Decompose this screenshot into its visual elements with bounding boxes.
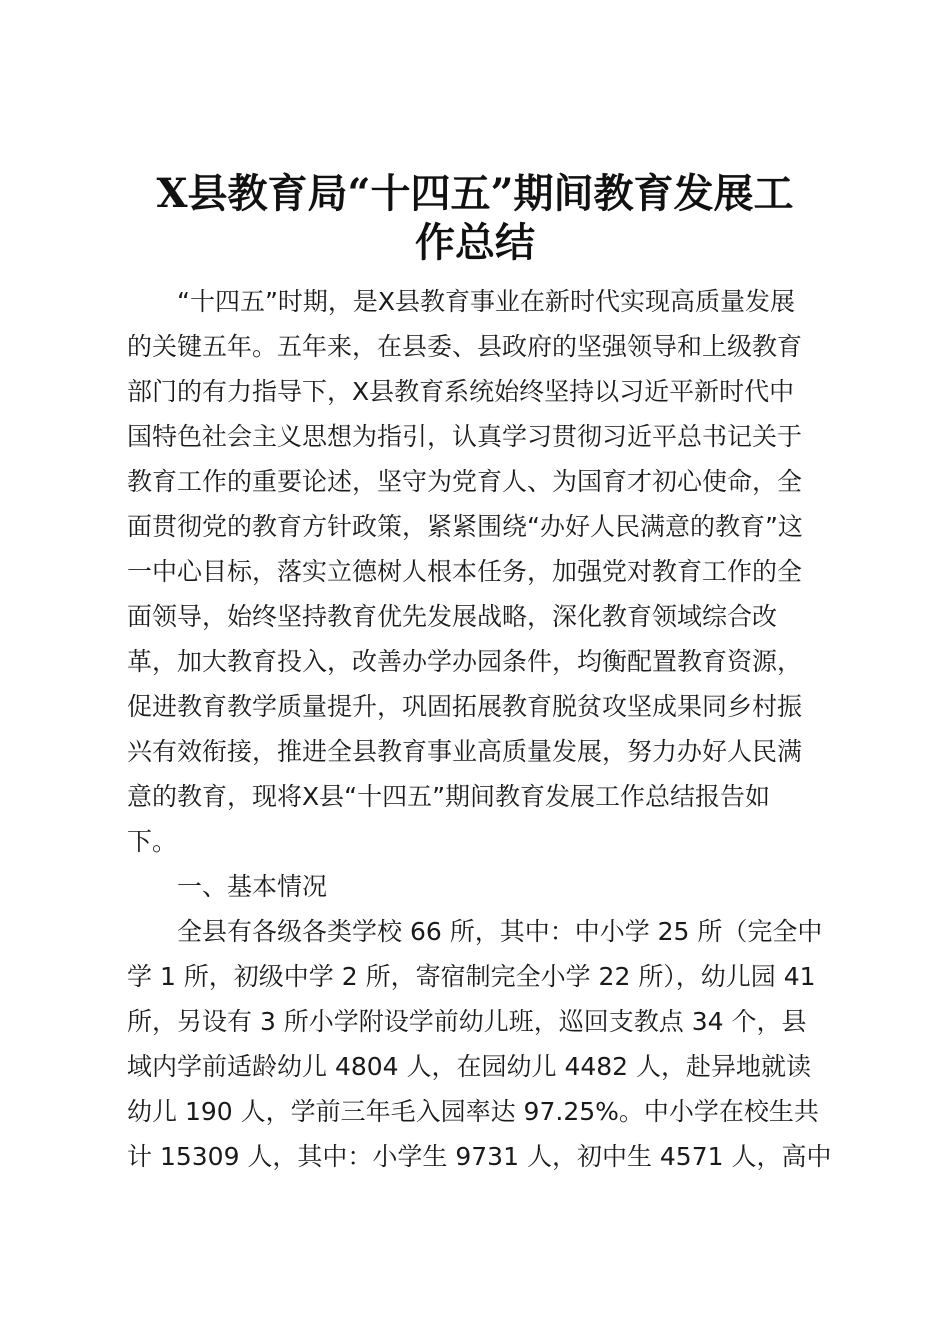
paragraph-line: 促进教育教学质量提升，巩固拓展教育脱贫攻坚成果同乡村振 bbox=[127, 692, 803, 721]
document-title-line-2: 作总结 bbox=[415, 219, 535, 266]
paragraph-line: 学 1 所，初级中学 2 所，寄宿制完全小学 22 所），幼儿园 41 bbox=[127, 962, 816, 991]
paragraph-line: 教育工作的重要论述，坚守为党育人、为国育才初心使命，全 bbox=[127, 467, 803, 496]
document-body bbox=[127, 279, 830, 1179]
paragraph-line: 全县有各级各类学校 66 所，其中：中小学 25 所（完全中 bbox=[177, 917, 823, 946]
section-heading: 一、基本情况 bbox=[177, 872, 328, 901]
paragraph-line: 域内学前适龄幼儿 4804 人，在园幼儿 4482 人，赴异地就读 bbox=[127, 1052, 812, 1081]
paragraph-line: 革，加大教育投入，改善办学办园条件，均衡配置教育资源， bbox=[127, 647, 803, 676]
paragraph-line: 下。 bbox=[127, 827, 178, 856]
paragraph-line: 面领导，始终坚持教育优先发展战略，深化教育领域综合改 bbox=[127, 602, 778, 631]
paragraph-line: 计 15309 人，其中：小学生 9731 人，初中生 4571 人，高中 bbox=[127, 1142, 832, 1171]
paragraph-line: 国特色社会主义思想为指引，认真学习贯彻习近平总书记关于 bbox=[127, 422, 803, 451]
paragraph-line: 幼儿 190 人，学前三年毛入园率达 97.25%。中小学在校生共 bbox=[127, 1097, 819, 1126]
paragraph-line: 所，另设有 3 所小学附设学前幼儿班，巡回支教点 34 个，县 bbox=[127, 1007, 807, 1036]
document-title-line-1: X县教育局“十四五”期间教育发展工 bbox=[156, 170, 794, 217]
paragraph-line: “十四五”时期，是X县教育事业在新时代实现高质量发展 bbox=[177, 287, 796, 316]
paragraph-line: 一中心目标，落实立德树人根本任务，加强党对教育工作的全 bbox=[127, 557, 803, 586]
paragraph-line: 部门的有力指导下，X县教育系统始终坚持以习近平新时代中 bbox=[127, 377, 795, 406]
paragraph-line: 兴有效衔接，推进全县教育事业高质量发展，努力办好人民满 bbox=[127, 737, 803, 766]
paragraph-line: 面贯彻党的教育方针政策，紧紧围绕“办好人民满意的教育”这 bbox=[127, 512, 803, 541]
paragraph-line: 意的教育，现将X县“十四五”期间教育发展工作总结报告如 bbox=[127, 782, 771, 811]
paragraph-line: 的关键五年。五年来，在县委、县政府的坚强领导和上级教育 bbox=[127, 332, 803, 361]
